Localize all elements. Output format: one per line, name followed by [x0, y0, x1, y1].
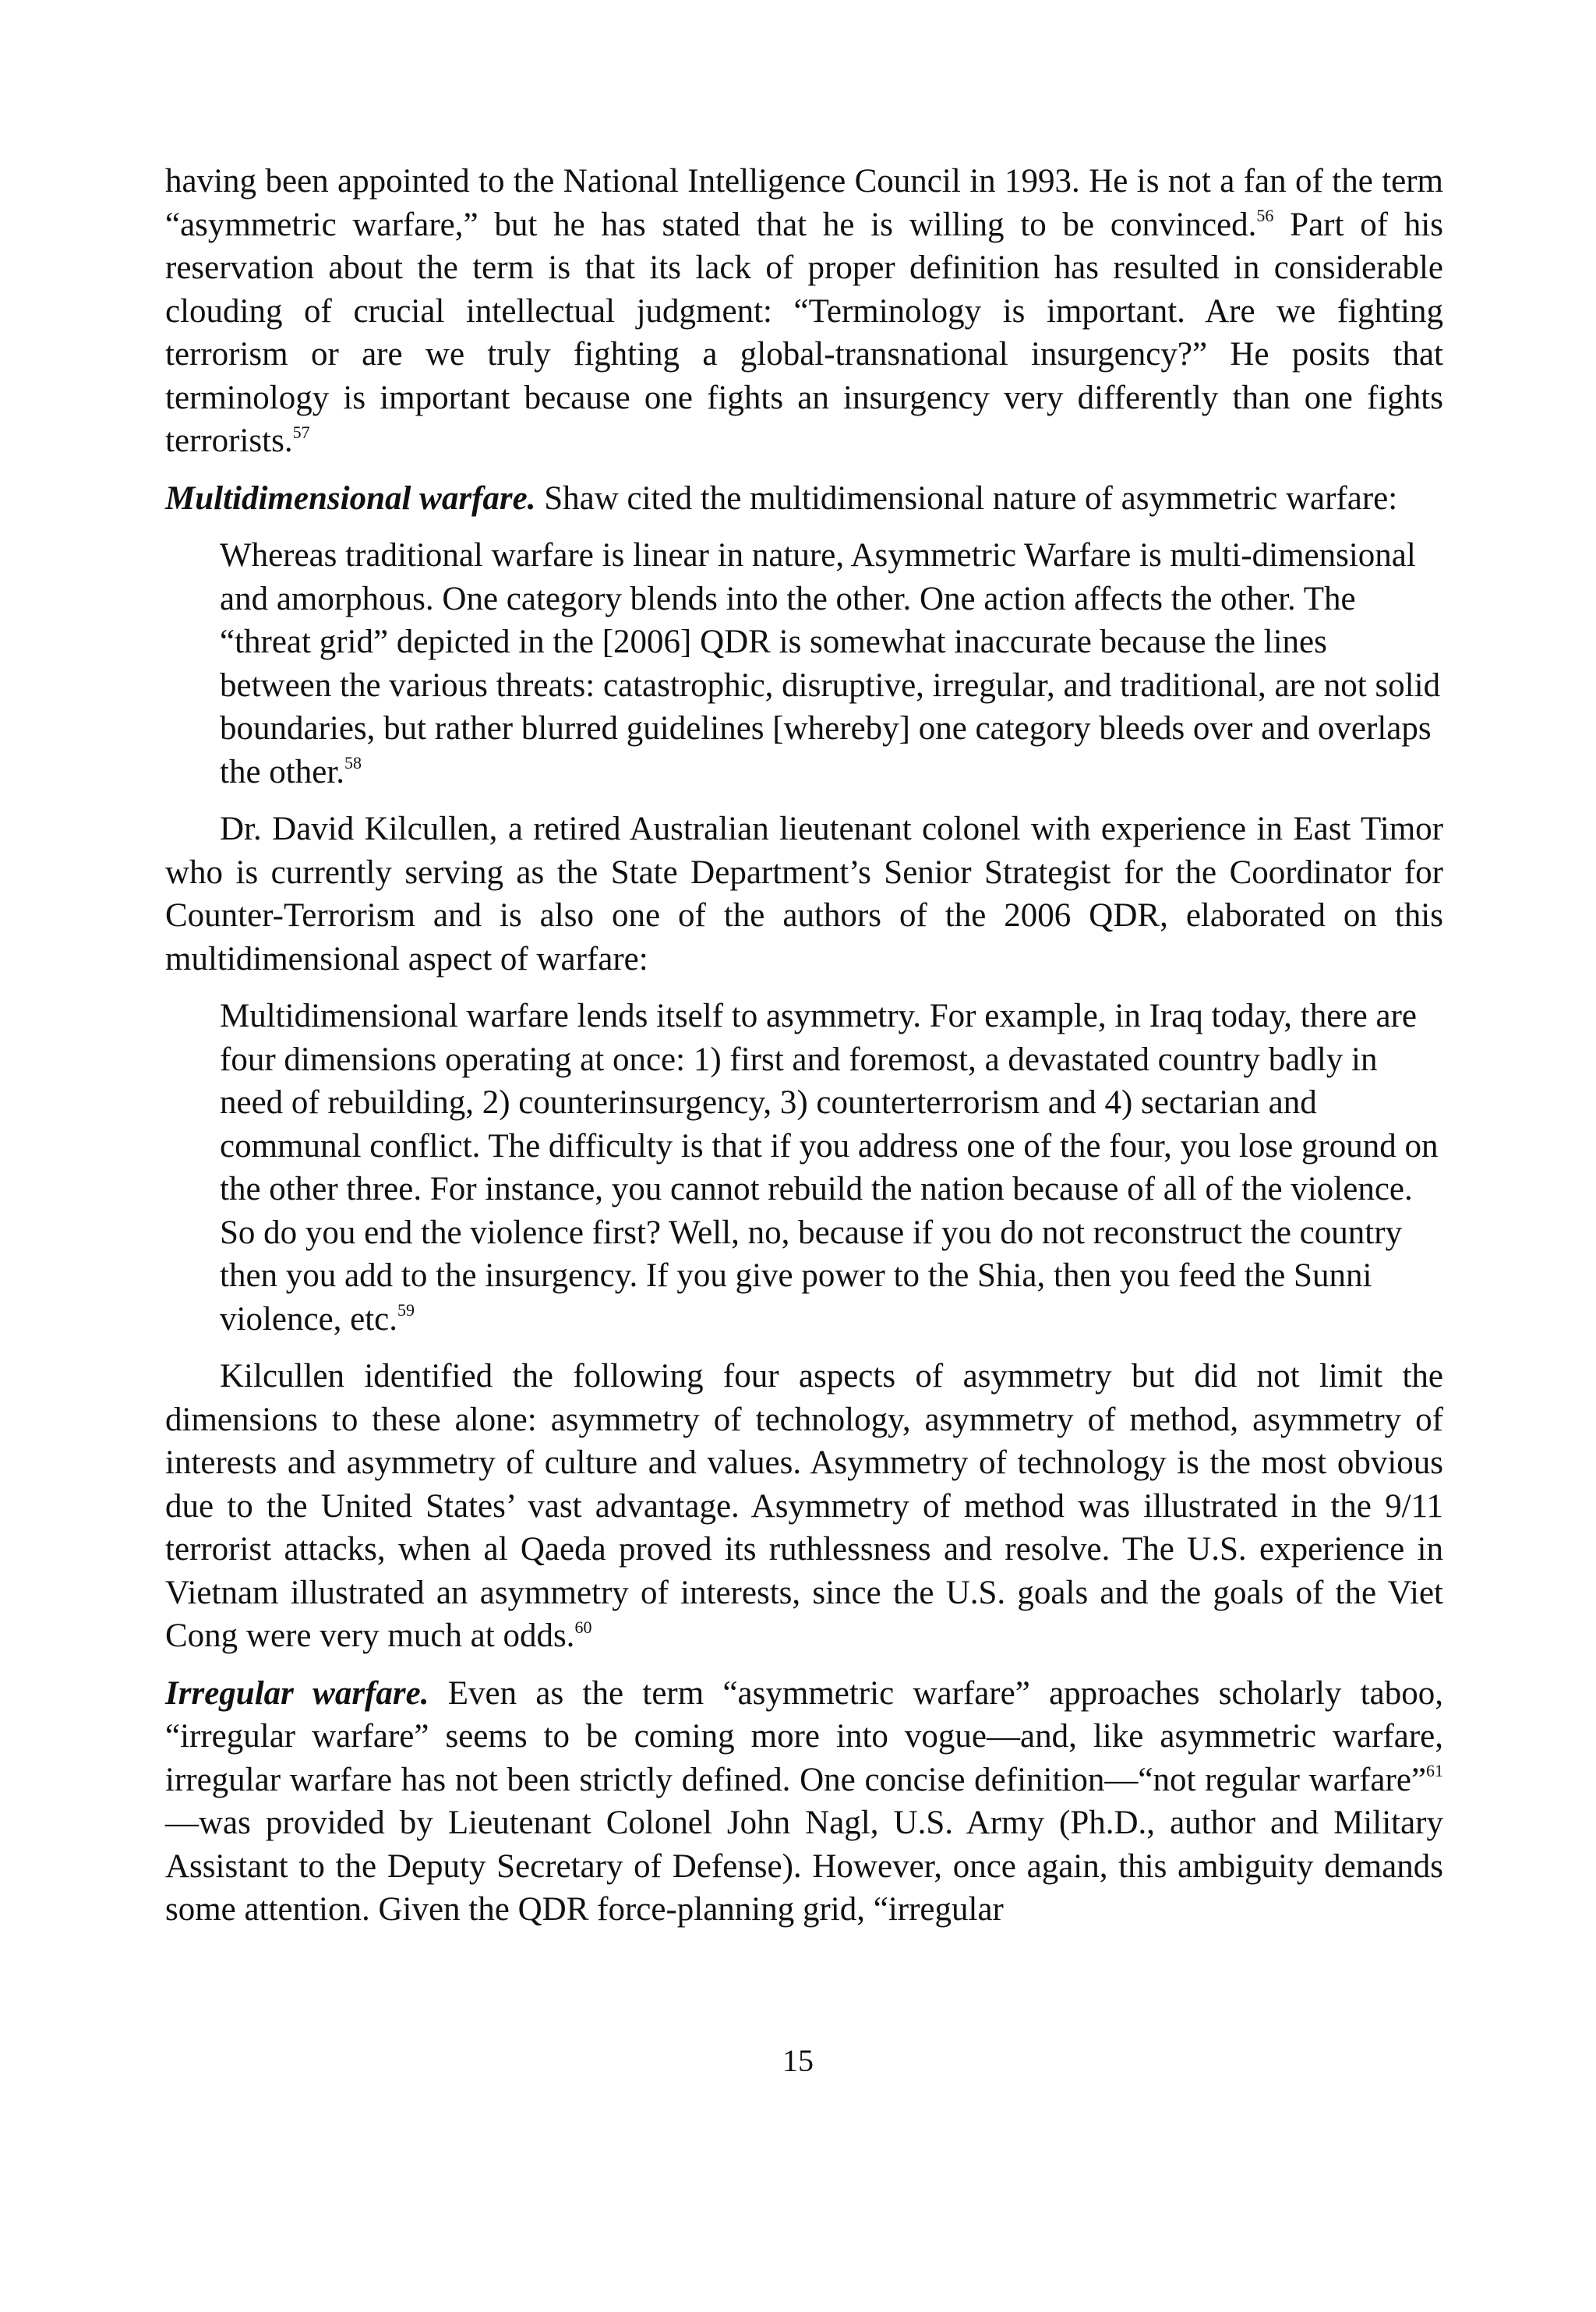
- footnote-ref-58[interactable]: 58: [344, 753, 362, 773]
- paragraph-4-text: Kilcullen identified the following four aspects of asymmetry but did not limit the dimensions to these alone: asymmetry of technology, asymmetry of method, asymmetry of interests and asymmetry of culture and values. Asymmetry of technology is the most obvious due to the United States’ vast advantage. Asymmetry of method was illustrated in the 9/11 terrorist attacks, when al Qaeda proved its ruthlessness and resolve. The U.S. experience in Vietnam illustrated an asymmetry of interests, since the U.S. goals and the goals of the Viet Cong were very much at odds.: [165, 1358, 1443, 1654]
- footnote-ref-60[interactable]: 60: [574, 1617, 592, 1637]
- page-number: 15: [782, 2043, 814, 2078]
- paragraph-5-text-b: —was provided by Lieutenant Colonel John Nagl, U.S. Army (Ph.D., author and Military Assistant to the Deputy Secretary of Defense). However, once again, this ambiguity demands some attention. Given the QDR force-planning grid, “irregular: [165, 1805, 1443, 1928]
- run-in-heading-multidimensional: Multidimensional warfare.: [165, 479, 536, 517]
- footnote-ref-61[interactable]: 61: [1426, 1761, 1443, 1781]
- paragraph-3-text: Dr. David Kilcullen, a retired Australian lieutenant colonel with experience in East Timor who is currently serving as the State Department’s Senior Strategist for the Coordinator for Counter-Terrorism and is also one of the authors of the 2006 QDR, elaborated on this multidimensional aspect of warfare:: [165, 811, 1443, 977]
- run-in-heading-irregular: Irregular warfare.: [165, 1674, 429, 1712]
- footnote-ref-56[interactable]: 56: [1256, 206, 1274, 226]
- paragraph-5-text-a: Even as the term “asymmetric warfare” approaches scholarly taboo, “irregular warfare” seems to be coming more into vogue—and, like asymmetric warfare, irregular warfare has not been strictly defined. One concise definition—“not regular warfare”: [165, 1674, 1443, 1798]
- paragraph-1-text-b: Part of his reservation about the term is that its lack of proper definition has resulted in considerable clouding of crucial intellectual judgment: “Terminology is important. Are we fighting terrorism or are we truly fighting a global-transnational insurgency?” He posits that terminology is important because one fights an insurgency very differently than one fights terrorists.: [165, 206, 1443, 459]
- paragraph-4: [165, 1355, 1443, 1658]
- page-body: [165, 160, 1443, 1946]
- paragraph-3: [165, 808, 1443, 981]
- paragraph-2: [165, 477, 1443, 521]
- footnote-ref-59[interactable]: 59: [397, 1300, 415, 1320]
- paragraph-2-text: Shaw cited the multidimensional nature of asymmetric warfare:: [535, 479, 1398, 517]
- paragraph-5: [165, 1672, 1443, 1932]
- block-quote-shaw-text: Whereas traditional warfare is linear in nature, Asymmetric Warfare is multi-dimensional and amorphous. One category blends into the other. One action affects the other. The “threat grid” depicted in the [2006] QDR is somewhat inaccurate because the lines between the various threats: catastrophic, disruptive, irregular, and traditional, are not solid boundaries, but rather blurred guidelines [whereby] one category bleeds over and overlaps the other.: [220, 537, 1441, 790]
- paragraph-1: [165, 160, 1443, 463]
- block-quote-kilcullen-text: Multidimensional warfare lends itself to asymmetry. For example, in Iraq today, there are four dimensions operating at once: 1) first and foremost, a devastated country badly in need of rebuilding, 2) counterinsurgency, 3) counterterrorism and 4) sectarian and communal conflict. The difficulty is that if you address one of the four, you lose ground on the other three. For instance, you cannot rebuild the nation because of all of the violence. So do you end the violence first? Well, no, because if you do not reconstruct the country then you add to the insurgency. If you give power to the Shia, then you feed the Sunni violence, etc.: [220, 998, 1439, 1338]
- block-quote-shaw: [220, 534, 1443, 794]
- block-quote-kilcullen: [220, 995, 1443, 1341]
- footnote-ref-57[interactable]: 57: [292, 422, 310, 442]
- paragraph-1-text-a: having been appointed to the National Intelligence Council in 1993. He is not a fan of the term “asymmetric warfare,” but he has stated that he is willing to be convinced.: [165, 163, 1443, 243]
